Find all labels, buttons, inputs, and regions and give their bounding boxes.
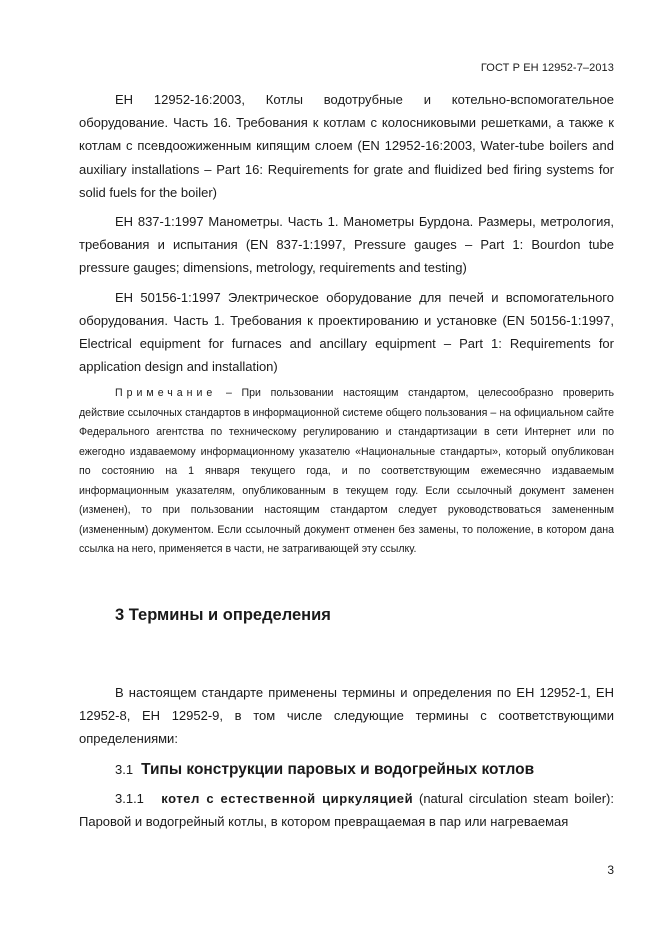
subsection-3-1-heading bbox=[115, 759, 614, 781]
term-definition: Паровой и водогрейный котлы, в котором превращаемая в пар или нагреваемая bbox=[79, 813, 569, 829]
term-english: (natural circulation steam boiler): bbox=[413, 790, 614, 806]
section-3-heading: 3 Термины и определения bbox=[115, 605, 331, 624]
note-label: Примечание bbox=[115, 387, 217, 400]
term-number: 3.1.1 bbox=[115, 790, 144, 806]
page-number: 3 bbox=[607, 863, 614, 877]
document-header: ГОСТ Р ЕН 12952-7–2013 bbox=[480, 62, 614, 74]
note-paragraph bbox=[79, 384, 614, 560]
page-content bbox=[79, 88, 614, 839]
subsection-number: 3.1 bbox=[115, 761, 134, 777]
term-name: котел с естественной циркуляцией bbox=[161, 790, 414, 806]
reference-en-837-1: ЕН 837-1:1997 Манометры. Часть 1. Манометры Бурдона. Размеры, метрология, требования и испытания (EN 837-1:1997, Pressure gauges – Part 1: Bourdon tube pressure gauges; dimensions, metrology, requirements and testing) bbox=[79, 214, 614, 276]
subsection-title: Типы конструкции паровых и водогрейных котлов bbox=[141, 760, 535, 778]
note-text: – При пользовании настоящим стандартом, целесообразно проверить действие ссылочных стандартов в информационной системе общего пользования – на официальном сайте Федерального агентства по техническому регулированию и стандартизации в сети Интернет или по ежегодно издаваемому информационному указателю «Национальные стандарты», который опубликован по состоянию на 1 января текущего года, и по соответствующим ежемесячно издаваемым информационным указателям, опубликованным в текущем году. Если ссылочный документ заменен (изменен), то при пользовании настоящим стандартом следует руководствоваться замененным (измененным) документом. Если ссылочный документ отменен без замены, то положение, в котором дана ссылка на него, применяется в части, не затрагивающей эту ссылку. bbox=[79, 387, 614, 556]
reference-en-50156-1: ЕН 50156-1:1997 Электрическое оборудование для печей и вспомогательного оборудования. Часть 1. Требования к проектированию и установке (EN 50156-1:1997, Electrical equipment for furnaces and ancillary equipment – Part 1: Requirements for application design and installation) bbox=[79, 289, 614, 375]
term-3-1-1 bbox=[79, 787, 614, 833]
section-3-intro: В настоящем стандарте применены термины и определения по ЕН 12952-1, ЕН 12952-8, ЕН 12952-9, в том числе следующие термины с соответствующими определениями: bbox=[79, 684, 614, 747]
reference-en-12952-16: ЕН 12952-16:2003, Котлы водотрубные и котельно-вспомогательное оборудование. Часть 16. Требования к котлам с колосниковыми решетками, а также к котлам с псевдоожиженным кипящим слоем (EN 12952-16:2003, Water-tube boilers and auxiliary installations – Part 16: Requirements for grate and fluidized bed firing systems for solid fuels for the boiler) bbox=[79, 92, 614, 200]
